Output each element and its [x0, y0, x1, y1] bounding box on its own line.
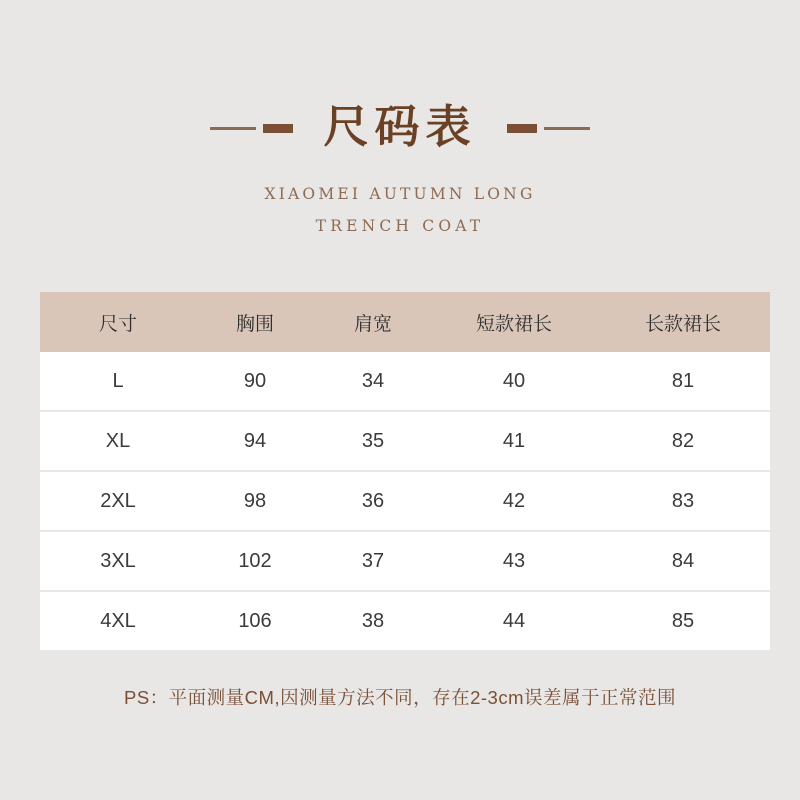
table-row — [40, 591, 770, 650]
title-row — [0, 100, 800, 153]
page-title: 尺码表 — [323, 100, 477, 153]
cell-size: 2XL — [40, 471, 196, 531]
table-row — [40, 471, 770, 531]
cell-shoulder: 38 — [314, 591, 432, 650]
subtitle-line-1: XIAOMEI AUTUMN LONG — [264, 185, 536, 203]
cell-shoulder: 34 — [314, 352, 432, 411]
cell-size: 3XL — [40, 531, 196, 591]
column-header-shoulder: 肩宽 — [314, 292, 432, 352]
cell-size: XL — [40, 411, 196, 471]
column-header-long-length: 长款裙长 — [596, 292, 770, 352]
table-header — [40, 292, 770, 352]
left-ornament-icon — [210, 124, 293, 133]
cell-bust: 98 — [196, 471, 314, 531]
cell-short-length: 44 — [432, 591, 596, 650]
table-row — [40, 411, 770, 471]
cell-short-length: 41 — [432, 411, 596, 471]
subtitle — [0, 179, 800, 243]
header — [0, 0, 800, 243]
subtitle-line-2: TRENCH COAT — [315, 216, 485, 235]
cell-long-length: 83 — [596, 471, 770, 531]
cell-shoulder: 36 — [314, 471, 432, 531]
cell-long-length: 84 — [596, 531, 770, 591]
cell-short-length: 43 — [432, 531, 596, 591]
cell-long-length: 82 — [596, 411, 770, 471]
cell-short-length: 42 — [432, 471, 596, 531]
table-body — [40, 352, 770, 650]
cell-bust: 94 — [196, 411, 314, 471]
size-table-container — [40, 292, 760, 650]
cell-shoulder: 35 — [314, 411, 432, 471]
cell-shoulder: 37 — [314, 531, 432, 591]
table-header-row — [40, 292, 770, 352]
column-header-short-length: 短款裙长 — [432, 292, 596, 352]
cell-short-length: 40 — [432, 352, 596, 411]
cell-size: L — [40, 352, 196, 411]
table-row — [40, 352, 770, 411]
cell-bust: 102 — [196, 531, 314, 591]
cell-long-length: 81 — [596, 352, 770, 411]
measurement-note: PS：平面测量CM,因测量方法不同，存在2-3cm误差属于正常范围 — [124, 687, 676, 708]
cell-long-length: 85 — [596, 591, 770, 650]
size-table — [40, 292, 770, 650]
cell-size: 4XL — [40, 591, 196, 650]
cell-bust: 106 — [196, 591, 314, 650]
right-ornament-icon — [507, 124, 590, 133]
column-header-size: 尺寸 — [40, 292, 196, 352]
table-row — [40, 531, 770, 591]
column-header-bust: 胸围 — [196, 292, 314, 352]
cell-bust: 90 — [196, 352, 314, 411]
